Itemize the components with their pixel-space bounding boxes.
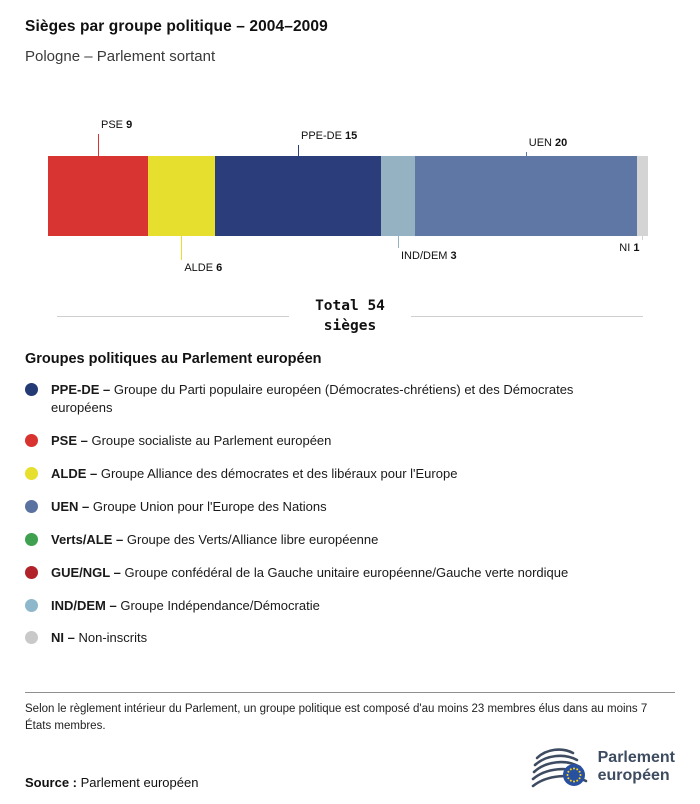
callout-line-ni [642, 236, 643, 240]
bar-label-alde: ALDE 6 [184, 262, 223, 274]
bar-label-ind-dem: IND/DEM 3 [401, 250, 457, 262]
bar-label-uen: UEN 20 [528, 137, 568, 149]
source-label: Source : [25, 775, 78, 790]
callout-line-alde [181, 236, 182, 260]
legend-label-uen: UEN – Groupe Union pour l'Europe des Nations [51, 498, 327, 514]
callout-layer [48, 101, 648, 276]
legend-label-ind-dem: IND/DEM – Groupe Indépendance/Démocratie [51, 597, 320, 613]
bar-label-ni: NI 1 [619, 242, 640, 254]
legend-dot-ppe-de [25, 383, 38, 396]
total-label [289, 296, 411, 337]
legend-label-ppe-de: PPE-DE – Groupe du Parti populaire européen (Démocrates-chrétiens) et des Démocrates européens [51, 381, 574, 416]
callout-line-ppe-de [298, 145, 299, 156]
legend-item-pse [25, 432, 675, 451]
total-line1: Total 54 [315, 298, 385, 314]
legend-item-alde [25, 465, 675, 484]
callout-line-ind-dem [398, 236, 399, 248]
legend-label-ni: NI – Non-inscrits [51, 630, 148, 646]
hemicycle-icon [531, 744, 589, 790]
total-row [0, 296, 700, 337]
legend-label-pse: PSE – Groupe socialiste au Parlement européen [51, 433, 332, 449]
legend-label-gue-ngl: GUE/NGL – Groupe confédéral de la Gauche unitaire européenne/Gauche verte nordique [51, 564, 569, 580]
callout-line-uen [526, 152, 527, 156]
legend-heading: Groupes politiques au Parlement européen [25, 350, 322, 367]
legend-item-verts-ale [25, 531, 675, 550]
page-subtitle: Pologne – Parlement sortant [25, 48, 216, 65]
source [25, 775, 198, 790]
legend [0, 351, 700, 649]
legend-dot-gue-ngl [25, 566, 38, 579]
bar-label-ppe-de: PPE-DE 15 [301, 130, 358, 142]
seats-chart [0, 101, 700, 276]
legend-dot-ni [25, 631, 38, 644]
eu-flag-icon [563, 764, 585, 786]
callout-line-pse [98, 134, 99, 156]
total-line2: sièges [323, 318, 377, 335]
legend-item-uen [25, 498, 675, 517]
footnote: Selon le règlement intérieur du Parlement, un groupe politique est composé d'au moins 23 membres élus dans au moins 7 États membres. [25, 703, 648, 733]
legend-items [25, 381, 675, 649]
logo-text [598, 749, 675, 785]
logo-line1: Parlement [597, 749, 675, 767]
page-title: Sièges par groupe politique – 2004–2009 [25, 18, 328, 35]
legend-label-verts-ale: Verts/ALE – Groupe des Verts/Alliance libre européenne [51, 531, 379, 547]
legend-item-ppe-de [25, 381, 675, 419]
header [0, 0, 700, 65]
legend-dot-pse [25, 434, 38, 447]
source-value: Parlement européen [80, 775, 199, 790]
bottom-row [0, 744, 700, 790]
legend-dot-ind-dem [25, 599, 38, 612]
legend-dot-uen [25, 500, 38, 513]
legend-item-ni [25, 629, 675, 648]
bar-label-pse: PSE 9 [100, 119, 133, 131]
legend-item-ind-dem [25, 597, 675, 616]
total-rule-left [57, 316, 289, 317]
legend-label-alde: ALDE – Groupe Alliance des démocrates et des libéraux pour l'Europe [51, 466, 458, 482]
legend-dot-alde [25, 467, 38, 480]
legend-dot-verts-ale [25, 533, 38, 546]
total-rule-right [411, 316, 643, 317]
logo-line2: européen [597, 767, 670, 784]
european-parliament-logo [531, 744, 675, 790]
legend-item-gue-ngl [25, 564, 675, 583]
